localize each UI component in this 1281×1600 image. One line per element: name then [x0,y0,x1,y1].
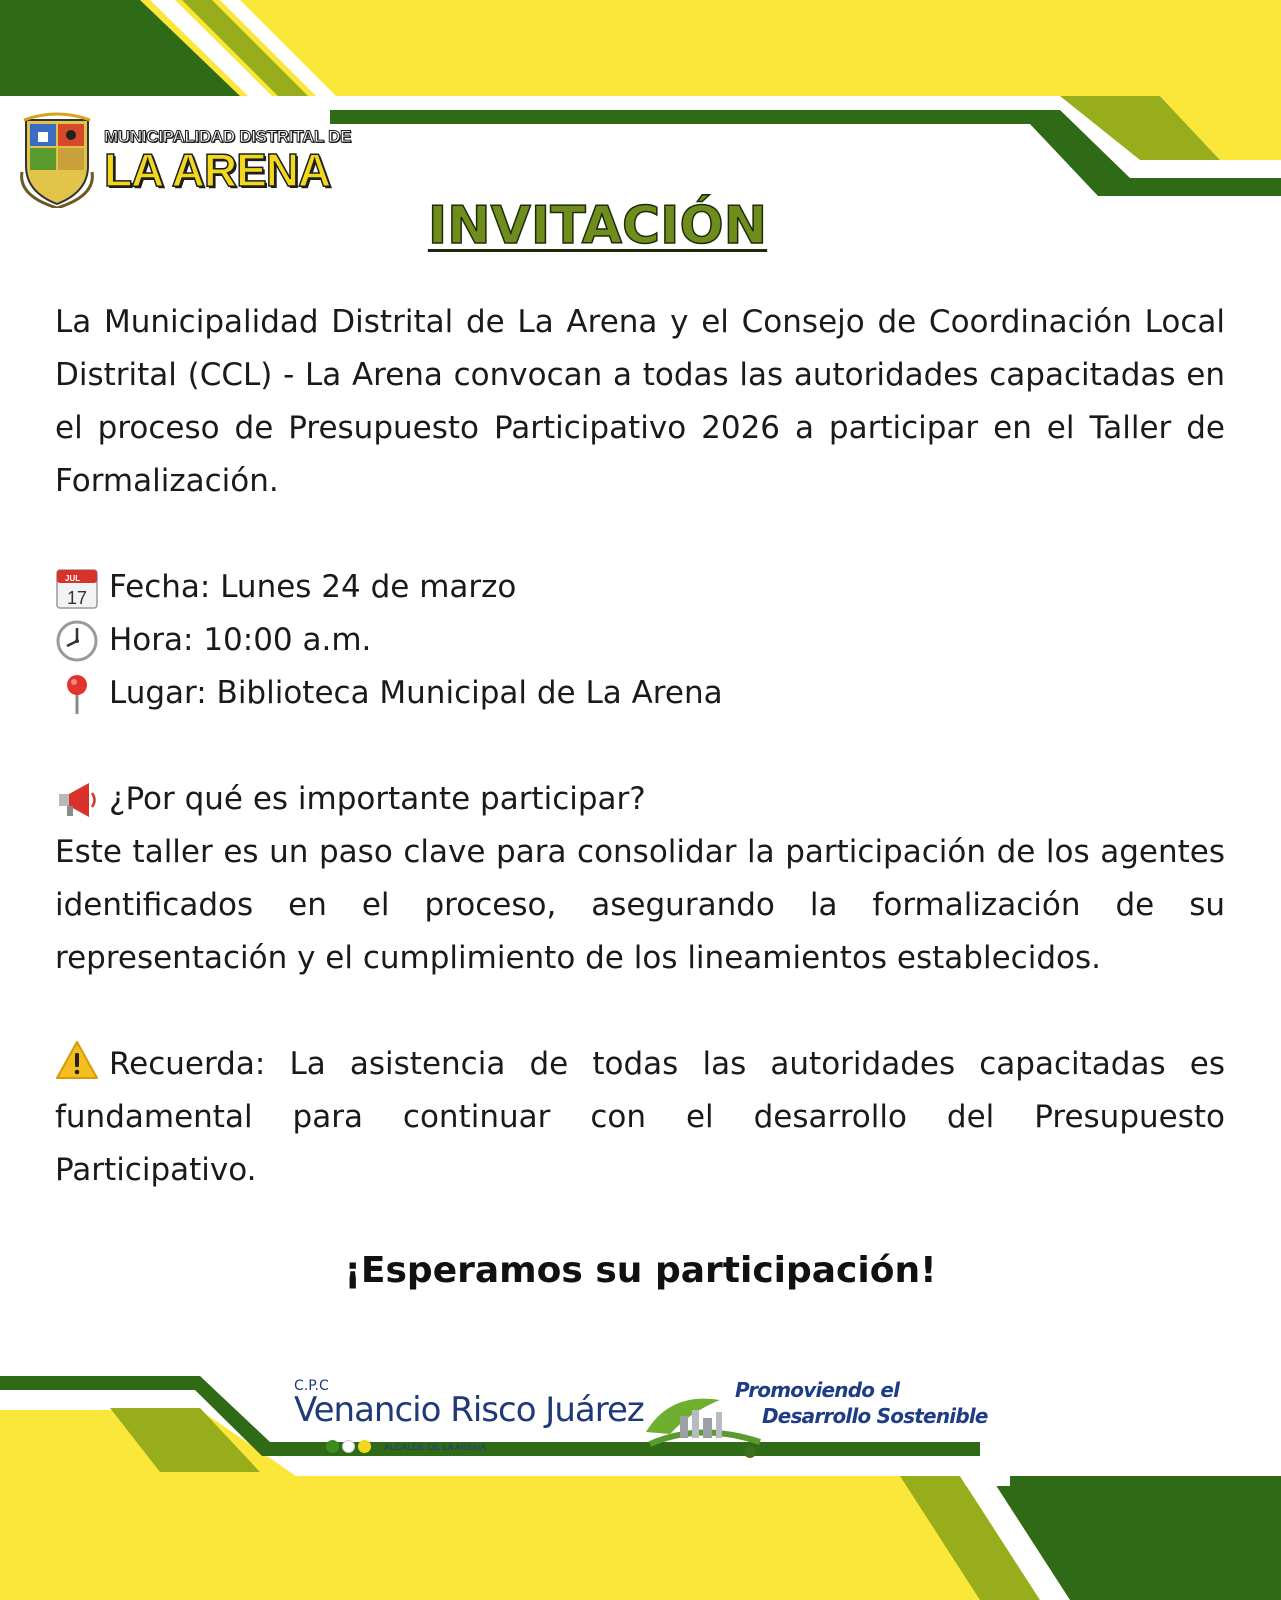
time-text: Hora: 10:00 a.m. [109,622,372,658]
importance-question: ¿Por qué es importante participar? [109,781,646,817]
intro-paragraph: La Municipalidad Distrital de La Arena y el Consejo de Coordinación Local Distrital (CCL) - La Arena convocan a todas las autoridades capacitadas en el proceso de Presupuesto Participativo 2026 a participar en el Taller de Formalización. [55,304,1225,499]
mayor-signature [294,1378,644,1458]
signature-name: Venancio Risco Juárez [294,1390,644,1430]
page-title: INVITACIÓN [427,196,768,256]
invitation-title-block [0,196,1195,256]
signature-prefix: C.P.C [294,1378,329,1394]
megaphone-icon [55,778,99,822]
date-text: Fecha: Lunes 24 de marzo [109,569,517,605]
clock-icon [55,619,99,663]
sustainability-slogan [650,1378,988,1458]
logo-title: LA ARENA [104,143,331,196]
invitation-body [55,296,1225,1197]
time-line [55,614,1225,667]
municipal-logo [18,112,351,208]
pin-icon [55,672,99,716]
signature-role: ALCALDE DE LA ARENA [384,1442,487,1452]
date-line [55,561,1225,614]
closing-message: ¡Esperamos su participación! [344,1250,937,1291]
warning-icon [55,1038,99,1082]
slogan-line-1: Promoviendo el [735,1378,900,1402]
logo-subtitle: MUNICIPALIDAD DISTRITAL DE [104,126,352,146]
importance-paragraph: Este taller es un paso clave para consolidar la participación de los agentes identificados en el proceso, asegurando la formalización de su representación y el cumplimiento de los lineamientos establecidos. [55,834,1225,976]
reminder-text: Recuerda: La asistencia de todas las autoridades capacitadas es fundamental para continuar con el desarrollo del Presupuesto Participativo. [55,1046,1225,1188]
coat-of-arms-icon [18,112,96,208]
reminder-paragraph [55,1038,1225,1197]
calendar-day: 17 [66,587,88,608]
signature-dots [326,1440,371,1453]
calendar-month: JUL [65,573,81,583]
importance-question-line [55,773,1225,826]
calendar-icon [55,566,99,610]
place-text: Lugar: Biblioteca Municipal de La Arena [109,675,723,711]
place-line [55,667,1225,720]
slogan-line-2: Desarrollo Sostenible [762,1404,988,1428]
